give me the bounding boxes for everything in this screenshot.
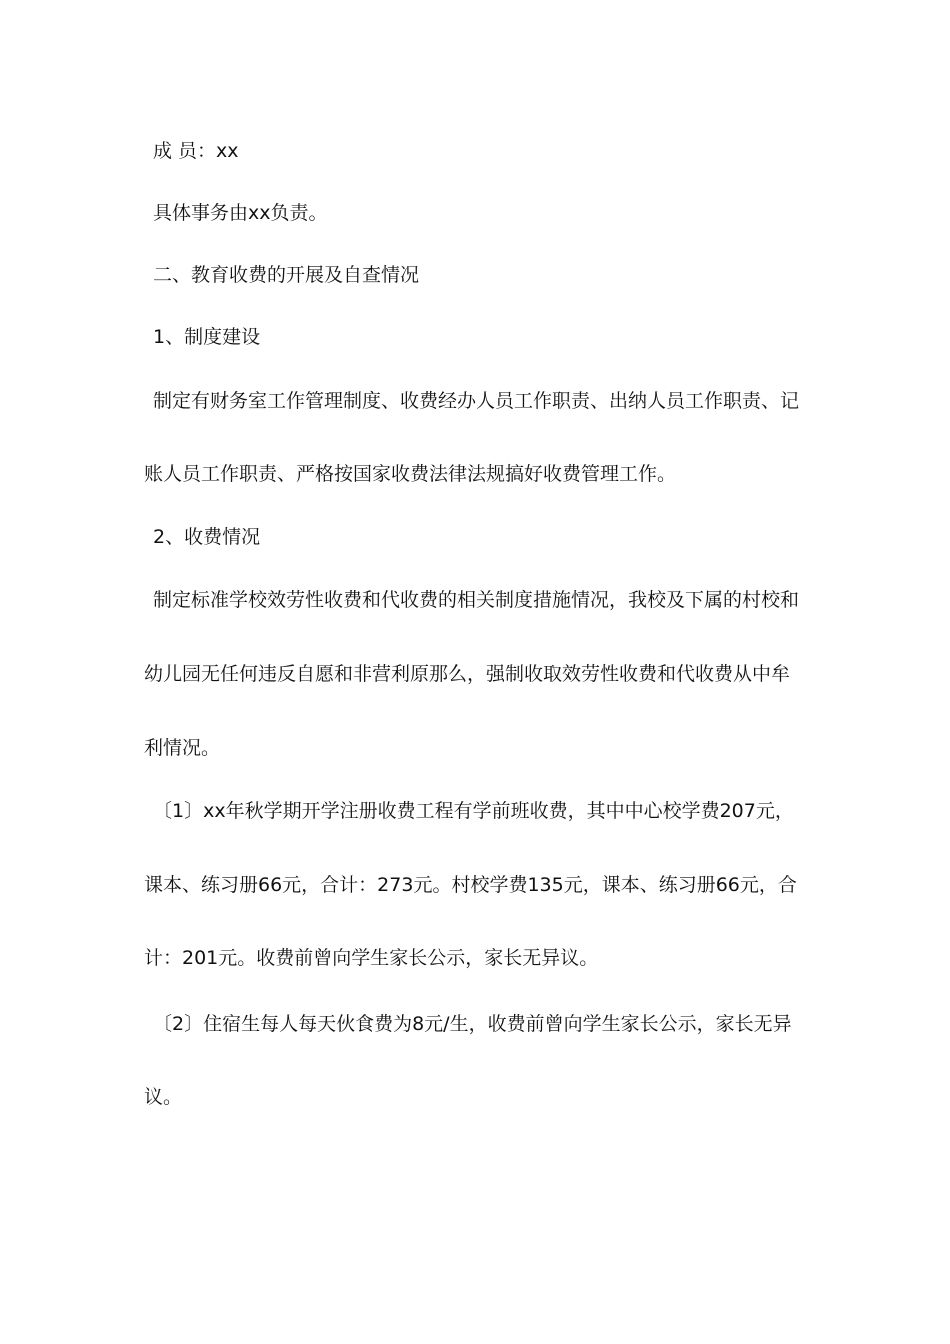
section-heading-2: 二、教育收费的开展及自查情况	[153, 264, 420, 286]
subheading-2: 2、收费情况	[153, 526, 261, 548]
item-2-line-1: 〔2〕住宿生每人每天伙食费为8元/生，收费前曾向学生家长公示，家长无异	[153, 1013, 792, 1035]
item-1-line-1: 〔1〕xx年秋学期开学注册收费工程有学前班收费，其中中心校学费207元，	[153, 800, 794, 822]
members-line: 成 员：xx	[153, 140, 239, 162]
paragraph-2-line-2: 幼儿园无任何违反自愿和非营利原那么，强制收取效劳性收费和代收费从中牟	[144, 663, 791, 685]
paragraph-2-line-1: 制定标准学校效劳性收费和代收费的相关制度措施情况，我校及下属的村校和	[153, 589, 800, 611]
item-1-line-2: 课本、练习册66元，合计：273元。村校学费135元，课本、练习册66元，合	[144, 874, 797, 896]
item-1-line-3: 计：201元。收费前曾向学生家长公示，家长无异议。	[144, 947, 599, 969]
item-2-line-2: 议。	[144, 1086, 183, 1108]
paragraph-1-line-1: 制定有财务室工作管理制度、收费经办人员工作职责、出纳人员工作职责、记	[153, 390, 800, 412]
responsibility-line: 具体事务由xx负责。	[153, 202, 328, 224]
paragraph-1-line-2: 账人员工作职责、严格按国家收费法律法规搞好收费管理工作。	[144, 463, 677, 485]
paragraph-2-line-3: 利情况。	[144, 737, 221, 759]
subheading-1: 1、制度建设	[153, 326, 261, 348]
